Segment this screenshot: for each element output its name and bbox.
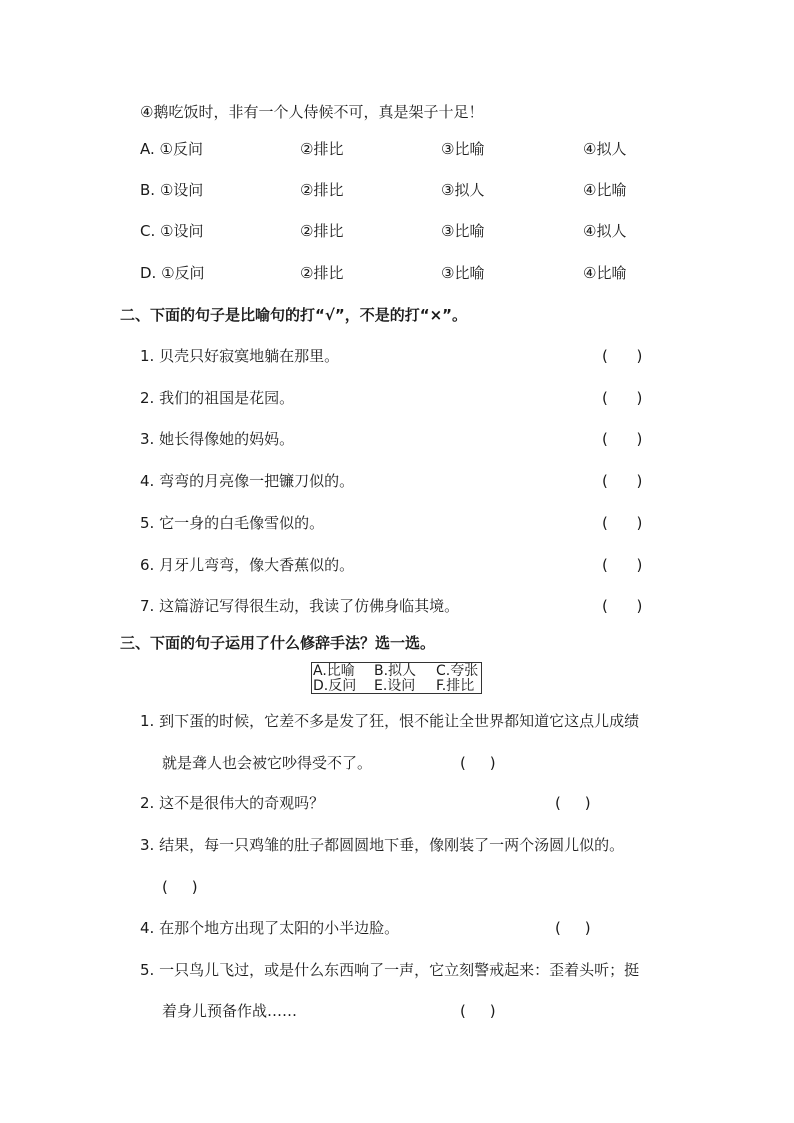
choice-a: A.比喻: [313, 663, 355, 679]
option-choice: ②排比: [300, 140, 344, 158]
option-choice: ④拟人: [583, 222, 627, 240]
rhetoric-item-text: 5. 一只鸟儿飞过，或是什么东西响了一声，它立刻警戒起来：歪着头听；挺: [140, 961, 640, 979]
choice-e: E.设问: [374, 678, 416, 694]
answer-parentheses[interactable]: ( ): [602, 347, 643, 365]
option-choice: ③拟人: [441, 181, 485, 199]
answer-parentheses[interactable]: ( ): [460, 754, 496, 772]
option-label: D. ①反问: [140, 264, 205, 282]
answer-parentheses[interactable]: ( ): [602, 556, 643, 574]
answer-parentheses[interactable]: ( ): [602, 389, 643, 407]
rhetoric-choice-box: [311, 662, 482, 694]
choice-c: C.夸张: [436, 663, 479, 679]
answer-parentheses[interactable]: ( ): [555, 919, 591, 937]
option-choice: ④比喻: [583, 264, 627, 282]
rhetoric-item-text: 2. 这不是很伟大的奇观吗？: [140, 794, 325, 812]
judge-item-text: 1. 贝壳只好寂寞地躺在那里。: [140, 347, 340, 365]
option-choice: ③比喻: [441, 140, 485, 158]
judge-item-text: 5. 它一身的白毛像雪似的。: [140, 514, 325, 532]
answer-parentheses[interactable]: ( ): [602, 472, 643, 490]
answer-parentheses[interactable]: ( ): [555, 794, 591, 812]
option-choice: ②排比: [300, 181, 344, 199]
choice-b: B.拟人: [374, 663, 417, 679]
rhetoric-item-text: 3. 结果，每一只鸡雏的肚子都圆圆地下垂，像刚装了一两个汤圆儿似的。: [140, 836, 625, 854]
option-label: C. ①设问: [140, 222, 204, 240]
option-choice: ③比喻: [441, 264, 485, 282]
option-choice: ④拟人: [583, 140, 627, 158]
answer-parentheses[interactable]: ( ): [162, 878, 198, 896]
answer-parentheses[interactable]: ( ): [602, 514, 643, 532]
choice-f: F.排比: [436, 678, 475, 694]
option-choice: ③比喻: [441, 222, 485, 240]
section-2-title: 二、下面的句子是比喻句的打“√”，不是的打“×”。: [120, 306, 468, 324]
option-label: B. ①设问: [140, 181, 204, 199]
option-choice: ②排比: [300, 222, 344, 240]
rhetoric-item-text-cont: 就是聋人也会被它吵得受不了。: [162, 754, 373, 772]
answer-parentheses[interactable]: ( ): [602, 597, 643, 615]
question-item-4: ④鹅吃饭时，非有一个人侍候不可，真是架子十足！: [140, 103, 484, 121]
judge-item-text: 4. 弯弯的月亮像一把镰刀似的。: [140, 472, 355, 490]
answer-parentheses[interactable]: ( ): [602, 430, 643, 448]
answer-parentheses[interactable]: ( ): [460, 1002, 496, 1020]
judge-item-text: 2. 我们的祖国是花园。: [140, 389, 295, 407]
option-choice: ④比喻: [583, 181, 627, 199]
choice-d: D.反问: [313, 678, 357, 694]
option-choice: ②排比: [300, 264, 344, 282]
rhetoric-item-text: 4. 在那个地方出现了太阳的小半边脸。: [140, 919, 400, 937]
rhetoric-item-text-cont: 着身儿预备作战……: [162, 1002, 298, 1020]
judge-item-text: 3. 她长得像她的妈妈。: [140, 430, 295, 448]
option-label: A. ①反问: [140, 140, 203, 158]
judge-item-text: 6. 月牙儿弯弯，像大香蕉似的。: [140, 556, 355, 574]
judge-item-text: 7. 这篇游记写得很生动，我读了仿佛身临其境。: [140, 597, 460, 615]
section-3-title: 三、下面的句子运用了什么修辞手法？选一选。: [120, 634, 436, 652]
rhetoric-item-text: 1. 到下蛋的时候，它差不多是发了狂，恨不能让全世界都知道它这点儿成绩: [140, 712, 640, 730]
